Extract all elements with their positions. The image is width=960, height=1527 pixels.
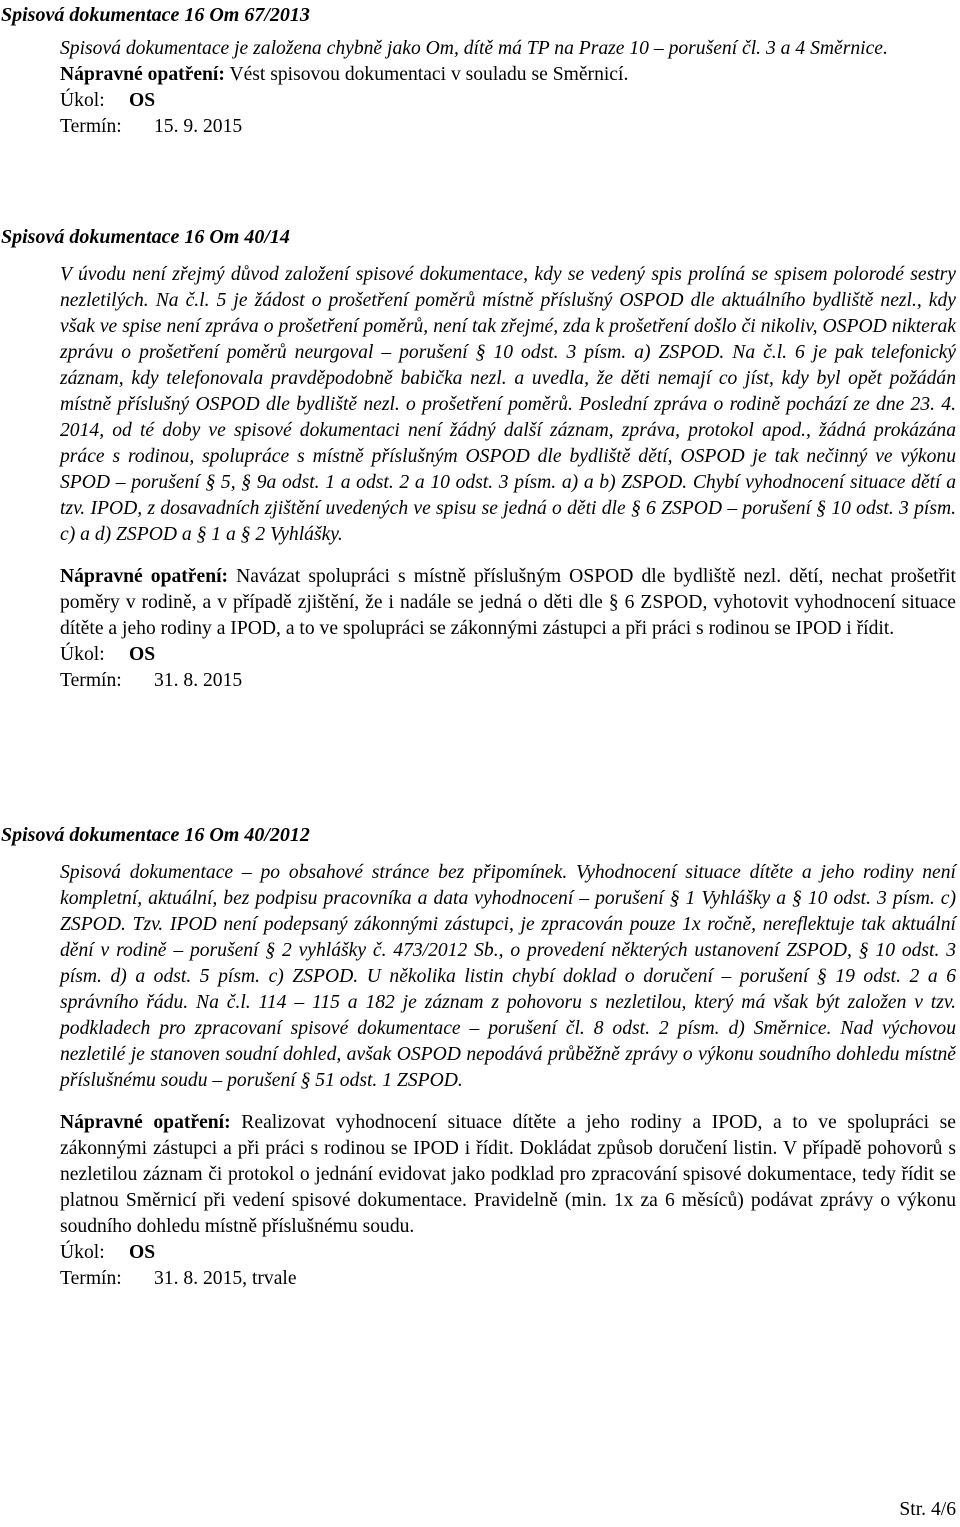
section-body-67-2013 bbox=[60, 36, 956, 140]
remedial-measure-label: Nápravné opatření: bbox=[60, 1112, 231, 1133]
remedial-measure-label: Nápravné opatření: bbox=[60, 566, 229, 587]
remedial-measure-text: Navázat spolupráci s místně příslušným OSPOD dle bydliště nezl. dětí, nechat prošetřit poměry v rodině, a v případě zjištění, že i nadále se jedná o děti dle § 6 ZSPOD, vyhotovit vyhodnocení situace dítěte a jeho rodiny a IPOD, a to ve spolupráci se zákonnými zástupci a při práci s rodinou se IPOD i řídit. bbox=[60, 566, 956, 639]
section-heading-40-2012: Spisová dokumentace 16 Om 40/2012 bbox=[1, 824, 310, 846]
finding-paragraph: V úvodu není zřejmý důvod založení spisové dokumentace, kdy se vedený spis prolíná se spisem polorodé sestry nezletilých. Na č.l. 5 je žádost o prošetření poměrů místně příslušný OSPOD dle aktuálního bydliště nezl., kdy však ve spise není zpráva o prošetření poměrů, není tak zřejmé, zda k prošetření došlo či nikoliv, OSPOD nikterak zprávu o prošetření poměrů neurgoval – porušení § 10 odst. 3 písm. a) ZSPOD. Na č.l. 6 je pak telefonický záznam, kdy telefonovala pravděpodobně babička nezl. a uvedla, že děti nemají co jíst, kdy byl opět požádán místně příslušný OSPOD dle bydliště nezl. o prošetření poměrů. Poslední zpráva o rodině pochází ze dne 23. 4. 2014, od té doby ve spisové dokumentaci není žádný další záznam, zpráva, protokol apod., žádná prokázána práce s rodinou, spolupráce s místně příslušným OSPOD dle bydliště dětí, OSPOD je tak nečinný ve výkonu SPOD – porušení § 5, § 9a odst. 1 a odst. 2 a 10 odst. 3 písm. a) a b) ZSPOD. Chybí vyhodnocení situace dětí a tzv. IPOD, z dosavadních zjištění uvedených ve spisu se jedná o děti dle § 6 ZSPOD – porušení § 10 odst. 3 písm. c) a d) ZSPOD a § 1 a § 2 Vyhlášky. bbox=[60, 264, 956, 545]
task-label: Úkol: bbox=[60, 90, 105, 111]
remedial-measure-text: Vést spisovou dokumentaci v souladu se Směrnicí. bbox=[224, 64, 629, 85]
task-label: Úkol: bbox=[60, 1242, 105, 1263]
finding-paragraph: Spisová dokumentace – po obsahové stránce bez připomínek. Vyhodnocení situace dítěte a jeho rodiny není kompletní, aktuální, bez podpisu pracovníka a data vyhodnocení – porušení § 1 Vyhlášky a § 10 odst. 3 písm. c) ZSPOD. Tzv. IPOD není podepsaný zákonnými zástupci, je zpracován pouze 1x ročně, nereflektuje tak aktuální dění v rodině – porušení § 2 vyhlášky č. 473/2012 Sb., o provedení některých ustanovení ZSPOD, § 10 odst. 3 písm. d) a odst. 5 písm. c) ZSPOD. U několika listin chybí doklad o doručení – porušení § 19 odst. 2 a 6 správního řádu. Na č.l. 114 – 115 a 182 je záznam z pohovoru s nezletilou, který má však být založen v tzv. podkladech pro zpracovaní spisové dokumentace – porušení čl. 8 odst. 2 písm. d) Směrnice. Nad výchovou nezletilé je stanoven soudní dohled, avšak OSPOD nepodává průběžně zprávy o výkonu soudního dohledu místně příslušnému soudu – porušení § 51 odst. 1 ZSPOD. bbox=[60, 862, 956, 1091]
deadline-row bbox=[60, 668, 956, 694]
section-body-40-2012 bbox=[60, 860, 956, 1292]
task-row bbox=[60, 88, 956, 114]
task-value: OS bbox=[129, 644, 156, 665]
section-body-40-14 bbox=[60, 262, 956, 694]
deadline-value: 31. 8. 2015 bbox=[154, 670, 243, 691]
deadline-row bbox=[60, 114, 956, 140]
task-value: OS bbox=[129, 1242, 156, 1263]
task-label: Úkol: bbox=[60, 644, 105, 665]
remedial-measure bbox=[60, 62, 956, 88]
deadline-value: 15. 9. 2015 bbox=[154, 116, 243, 137]
finding-paragraph: Spisová dokumentace je založena chybně jako Om, dítě má TP na Praze 10 – porušení čl. 3 a 4 Směrnice. bbox=[60, 38, 888, 59]
task-row bbox=[60, 642, 956, 668]
remedial-measure bbox=[60, 564, 956, 642]
remedial-measure-text: Realizovat vyhodnocení situace dítěte a jeho rodiny a IPOD, a to ve spolupráci se zákonnými zástupci a při práci s rodinou se IPOD i řídit. Dokládat způsob doručení listin. V případě pohovorů s nezletilou záznam či protokol o jednání evidovat jako podklad pro zpracování spisové dokumentace, tedy řídit se platnou Směrnicí při vedení spisové dokumentace. Pravidelně (min. 1x za 6 měsíců) podávat zprávy o výkonu soudního dohledu místně příslušnému soudu. bbox=[60, 1112, 956, 1237]
deadline-label: Termín: bbox=[60, 1268, 122, 1289]
remedial-measure-label: Nápravné opatření: bbox=[60, 64, 225, 85]
page-number: Str. 4/6 bbox=[899, 1499, 956, 1520]
section-heading-40-14: Spisová dokumentace 16 Om 40/14 bbox=[1, 226, 290, 248]
deadline-row bbox=[60, 1266, 956, 1292]
deadline-label: Termín: bbox=[60, 116, 122, 137]
section-heading-67-2013: Spisová dokumentace 16 Om 67/2013 bbox=[1, 4, 310, 26]
task-row bbox=[60, 1240, 956, 1266]
task-value: OS bbox=[129, 90, 156, 111]
deadline-value: 31. 8. 2015, trvale bbox=[154, 1268, 297, 1289]
remedial-measure bbox=[60, 1110, 956, 1240]
deadline-label: Termín: bbox=[60, 670, 122, 691]
